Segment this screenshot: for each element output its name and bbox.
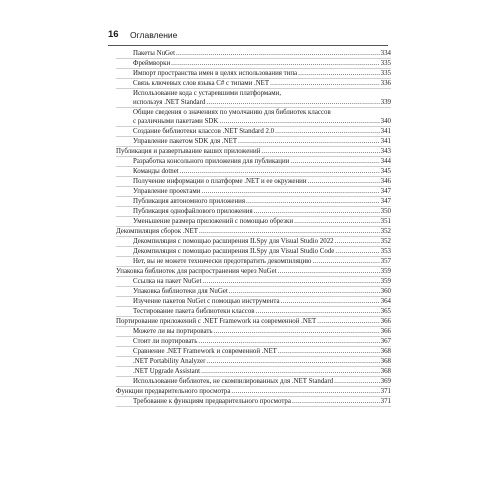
toc-entry-page: 335 (380, 60, 391, 67)
toc-entry (116, 227, 391, 237)
toc-entry (116, 367, 391, 377)
dot-leader (213, 327, 379, 336)
toc-entry-page: 341 (380, 138, 391, 145)
toc-entry-page: 365 (380, 308, 391, 315)
toc-entry-page: 371 (380, 398, 391, 405)
toc-entry-page: 341 (380, 128, 391, 135)
toc-entry-title: Фреймворки (133, 60, 171, 67)
dot-leader (312, 257, 379, 266)
toc-entry (116, 89, 391, 108)
toc-entry (116, 108, 391, 127)
toc-entry-title: Декомпиляция сборок .NET (116, 228, 198, 235)
dot-leader (229, 287, 380, 296)
toc-entry-page: 367 (380, 338, 391, 345)
dot-leader (278, 267, 380, 276)
dot-leader (308, 177, 380, 186)
toc-entry-page: 343 (380, 148, 391, 155)
toc-entry-page: 347 (380, 198, 391, 205)
dot-leader (261, 147, 379, 156)
toc-entry-page: 359 (380, 278, 391, 285)
dot-leader (335, 237, 380, 246)
toc-entry-page: 350 (380, 208, 391, 215)
toc-entry (116, 297, 391, 307)
toc-entry (116, 49, 391, 59)
dot-leader (206, 357, 379, 366)
toc-entry-title: Стоит ли портировать (133, 338, 198, 345)
toc-entry-page: 368 (380, 368, 391, 375)
dot-leader (180, 167, 380, 176)
toc-entry-title: Создание библиотеки классов .NET Standard 2.0 (133, 128, 275, 135)
toc-entry-title: Связь ключевых слов языка C# с типами .NET (133, 80, 270, 87)
toc-entry-page: 353 (380, 248, 391, 255)
toc-entry (116, 387, 391, 397)
dot-leader (199, 227, 380, 236)
toc-entry (116, 337, 391, 347)
toc-entry-title: Команды dotnet (133, 168, 179, 175)
dot-leader (171, 59, 380, 68)
toc-entry-title: .NET Portability Analyzer (133, 358, 206, 365)
toc-entry-page: 360 (380, 288, 391, 295)
dot-leader (254, 207, 380, 216)
toc-entry-page: 369 (380, 378, 391, 385)
toc-entry-title: Упаковка библиотеки для NuGet (133, 288, 228, 295)
toc-entry-page: 368 (380, 358, 391, 365)
dot-leader (176, 49, 380, 58)
toc-entry-title: Функции предварительного просмотра (116, 388, 231, 395)
toc-entry (116, 137, 391, 147)
toc-entry-title-line1: Использование кода с устаревшими платформами, (133, 90, 282, 97)
dot-leader (256, 307, 380, 316)
dot-leader (281, 297, 380, 306)
toc-entry-title: Использование библиотек, не скомпилированных для .NET Standard (133, 378, 334, 385)
toc-entry (116, 327, 391, 337)
dot-leader (201, 187, 379, 196)
toc-entry (116, 247, 391, 257)
dot-leader (335, 247, 379, 256)
dot-leader (298, 69, 380, 78)
toc-entry-title: Ссылка на пакет NuGet (133, 278, 202, 285)
toc-entry (116, 347, 391, 357)
table-of-contents (116, 49, 391, 407)
dot-leader (334, 377, 380, 386)
toc-entry-page: 371 (380, 388, 391, 395)
dot-leader (317, 317, 379, 326)
toc-entry (116, 177, 391, 187)
toc-entry-page: 346 (380, 178, 391, 185)
toc-entry-title: Управление проектами (133, 188, 201, 195)
toc-entry-page: 347 (380, 188, 391, 195)
toc-entry-title: Пакеты NuGet (133, 50, 176, 57)
toc-entry (116, 59, 391, 69)
toc-entry-title-line1: Общие сведения о значениях по умолчанию для библиотек классов (133, 109, 331, 116)
toc-entry (116, 287, 391, 297)
toc-entry (116, 79, 391, 89)
dot-leader (246, 197, 380, 206)
toc-entry-page: 344 (380, 158, 391, 165)
toc-entry (116, 167, 391, 177)
dot-leader (275, 127, 380, 136)
toc-entry (116, 157, 391, 167)
toc-entry-page: 340 (380, 118, 391, 125)
toc-entry-page: 352 (380, 228, 391, 235)
page-number: 16 (108, 29, 119, 40)
dot-leader (294, 217, 380, 226)
toc-entry (116, 377, 391, 387)
toc-entry-title: Управление пакетом SDK для .NET (133, 138, 238, 145)
toc-entry-title: Декомпиляция с помощью расширения ILSpy для Visual Studio 2022 (133, 238, 334, 245)
toc-entry-page: 366 (380, 328, 391, 335)
toc-entry-page: 352 (380, 238, 391, 245)
toc-entry-title: Можете ли вы портировать (133, 328, 213, 335)
toc-entry (116, 197, 391, 207)
toc-entry (116, 267, 391, 277)
toc-entry-page: 345 (380, 168, 391, 175)
toc-entry-title: Упаковка библиотек для распространения через NuGet (116, 268, 277, 275)
toc-entry (116, 307, 391, 317)
toc-entry-title: Нет, вы не можете технически предотвратить декомпиляцию (133, 258, 312, 265)
toc-entry (116, 207, 391, 217)
toc-entry (116, 397, 391, 407)
dot-leader (206, 98, 379, 107)
toc-entry-title: .NET Upgrade Assistant (133, 368, 201, 375)
toc-entry-title: Сравнение .NET Framework и современной .NET (133, 348, 277, 355)
toc-entry (116, 237, 391, 247)
toc-entry-title: Публикация и развертывание ваших приложений (116, 148, 261, 155)
toc-entry-title: Изучение пакетов NuGet с помощью инструмента (133, 298, 280, 305)
toc-entry (116, 187, 391, 197)
toc-entry (116, 69, 391, 79)
toc-entry (116, 147, 391, 157)
toc-entry-page: 334 (380, 50, 391, 57)
toc-entry-page: 336 (380, 80, 391, 87)
toc-entry-title: Требование к функциям предварительного просмотра (133, 398, 291, 405)
running-header (108, 29, 388, 46)
dot-leader (270, 79, 380, 88)
toc-entry-title: Публикация однофайлового приложения (133, 208, 253, 215)
toc-entry-page: 364 (380, 298, 391, 305)
toc-entry (116, 357, 391, 367)
toc-entry-page: 368 (380, 348, 391, 355)
dot-leader (292, 397, 380, 406)
toc-entry-title: Публикация автономного приложения (133, 198, 245, 205)
toc-entry-title: Тестирование пакета библиотеки классов (133, 308, 255, 315)
dot-leader (290, 157, 379, 166)
toc-entry-page: 357 (380, 258, 391, 265)
toc-entry-title: используя .NET Standard (133, 99, 206, 106)
dot-leader (278, 347, 380, 356)
toc-entry-page: 339 (380, 99, 391, 106)
toc-entry-title: с различными пакетами SDK (133, 118, 219, 125)
toc-entry-page: 366 (380, 318, 391, 325)
toc-entry-title: Разработка консольного приложения для публикации (133, 158, 290, 165)
toc-entry-title: Импорт пространства имен в целях использования типа (133, 70, 298, 77)
toc-entry-page: 351 (380, 218, 391, 225)
dot-leader (201, 367, 380, 376)
toc-entry (116, 257, 391, 267)
toc-entry (116, 127, 391, 137)
toc-entry-page: 335 (380, 70, 391, 77)
toc-entry-title: Уменьшение размера приложений с помощью обрезки (133, 218, 294, 225)
dot-leader (198, 337, 379, 346)
toc-entry-page: 359 (380, 268, 391, 275)
toc-entry (116, 217, 391, 227)
toc-entry-title: Портирование приложений с .NET Framework на современной .NET (116, 318, 317, 325)
dot-leader (238, 137, 380, 146)
toc-entry (116, 317, 391, 327)
dot-leader (202, 277, 379, 286)
toc-entry-title: Декомпиляция с помощью расширения ILSpy для Visual Studio Code (133, 248, 335, 255)
toc-entry-title: Получение информации о платформе .NET и ее окружении (133, 178, 307, 185)
dot-leader (231, 387, 379, 396)
toc-entry (116, 277, 391, 287)
running-title: Оглавление (130, 29, 178, 40)
dot-leader (219, 117, 379, 126)
